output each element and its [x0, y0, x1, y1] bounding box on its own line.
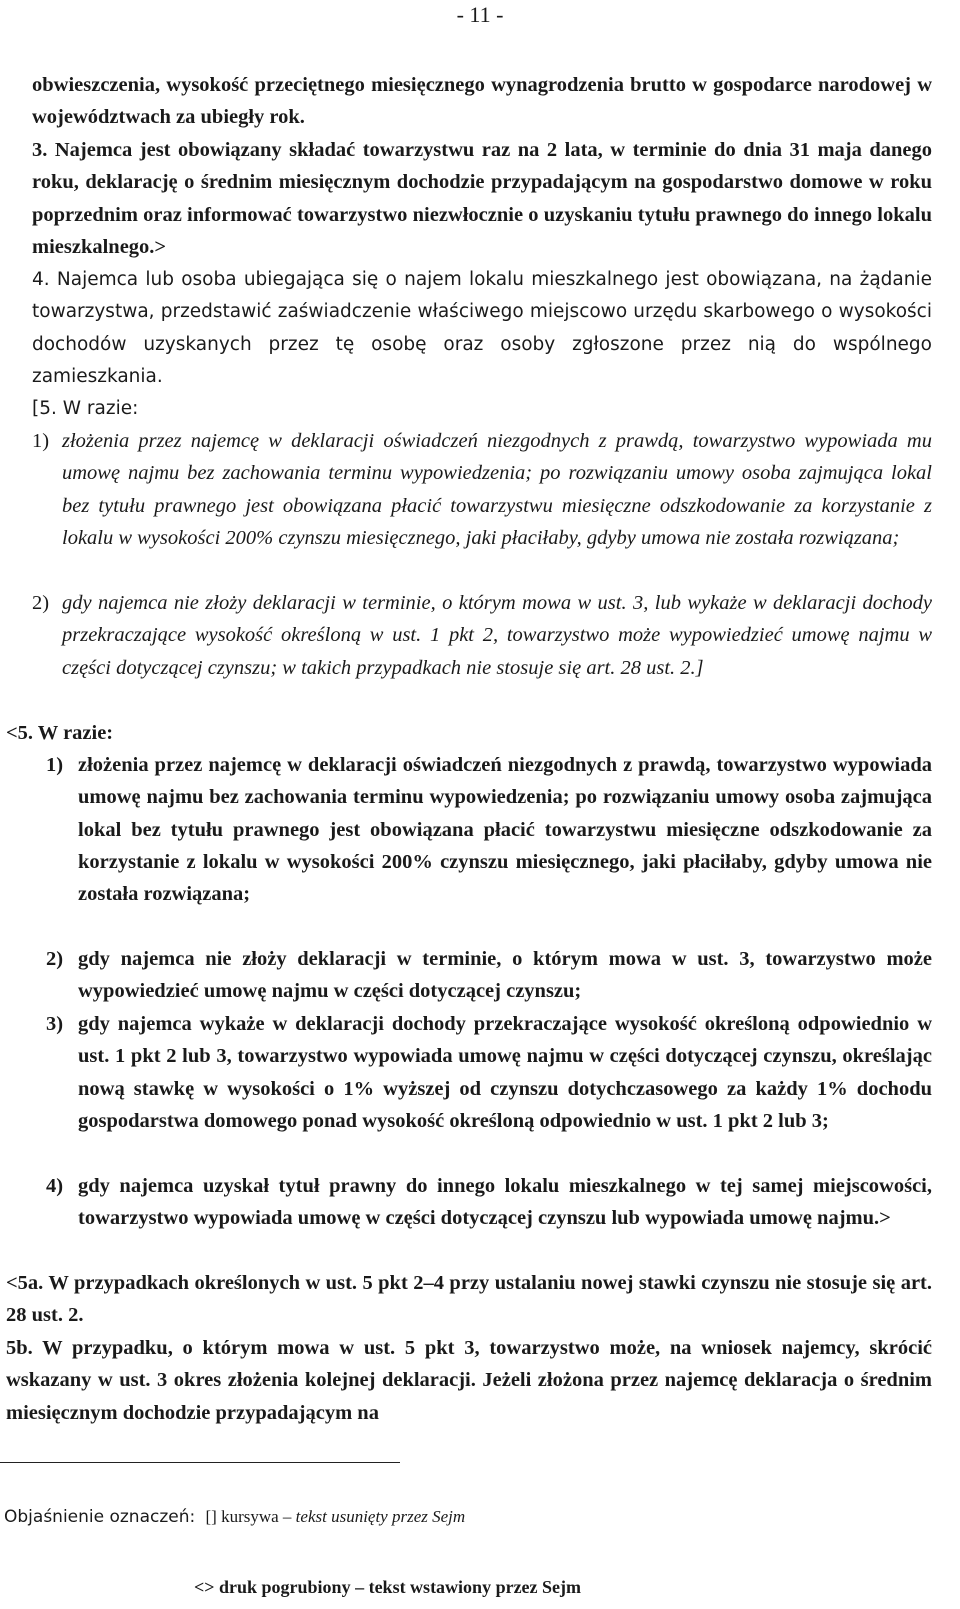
footer-kursywa: kursywa — [221, 1507, 279, 1526]
new-item-4-number: 4) — [46, 1175, 64, 1197]
old-item-1-number: 1) — [32, 430, 50, 452]
new-item-4-text: gdy najemca uzyskał tytuł prawny do innego lokalu mieszkalnego w tej samej miejscowości, towarzystwo wypowiada umowę w części dotyczącej czynszu lub wypowiada umowę najmu.> — [78, 1175, 932, 1230]
footer-legend-line-2: <> druk pogrubiony – tekst wstawiony przez Sejm — [194, 1577, 582, 1597]
new-item-3-text: gdy najemca wykaże w deklaracji dochody przekraczające wysokość określoną odpowiednio w ust. 1 pkt 2 lub 3, towarzystwo wypowiada umowę najmu w części dotyczącej czynszu, określając nową stawkę w wysokości o 1% wyższej od czynszu dotychczasowego za każdy 1% dochodu gospodarstwa domowego ponad wysokość określoną odpowiednio w ust. 1 pkt 2 lub 3; — [78, 1013, 932, 1132]
new-item-2-number: 2) — [46, 948, 64, 970]
old-item-1-text: złożenia przez najemcę w deklaracji oświadczeń niezgodnych z prawdą, towarzystwo wypowiada mu umowę najmu bez zachowania terminu wypowiedzenia; po rozwiązaniu umowy osoba zajmująca lokal bez tytułu prawnego jest obowiązana płacić towarzystwu miesięczne odszkodowanie za korzystanie z lokalu w wysokości 200% czynszu miesięcznego, jaki płaciłaby, gdyby umowa nie została rozwiązana; — [62, 430, 932, 549]
footer-legend-label: Objaśnienie oznaczeń: — [4, 1507, 196, 1527]
footer-brackets: [] — [205, 1507, 217, 1526]
old-item-2-text: gdy najemca nie złoży deklaracji w terminie, o którym mowa w ust. 3, lub wykaże w deklaracji dochody przekraczające wysokość określoną w ust. 1 pkt 2, towarzystwo może wypowiedzieć umowę najmu w części dotyczącej czynszu; w takich przypadkach nie stosuje się art. 28 ust. 2.] — [62, 592, 932, 679]
footer-dash: – — [282, 1507, 292, 1526]
paragraph-5a-text: <5a. W przypadkach określonych w ust. 5 pkt 2–4 przy ustalaniu nowej stawki czynszu nie stosuje się art. 28 ust. 2. — [6, 1272, 932, 1327]
new-item-1-number: 1) — [46, 754, 64, 776]
paragraph-5a — [6, 1267, 932, 1332]
paragraph-4: 4. Najemca lub osoba ubiegająca się o najem lokalu mieszkalnego jest obowiązana, na żądanie towarzystwa, przedstawić zaświadczenie właściwego miejscowo urzędu skarbowego o wysokości dochodów uzyskanych przez tę osobę oraz osoby zgłoszone przez nią do wspólnego zamieszkania. — [32, 269, 932, 388]
new-paragraph-5-heading: <5. W razie: — [6, 722, 114, 744]
paragraph-continuation: obwieszczenia, wysokość przeciętnego miesięcznego wynagrodzenia brutto w gospodarce narodowej w województwach za ubiegły rok. — [32, 74, 932, 129]
page-number: - 11 - — [456, 2, 504, 27]
old-item-2-number: 2) — [32, 592, 50, 614]
old-paragraph-5-heading: [5. W razie: — [32, 398, 139, 419]
new-item-1-text: złożenia przez najemcę w deklaracji oświadczeń niezgodnych z prawdą, towarzystwo wypowiada umowę najmu bez zachowania terminu wypowiedzenia; po rozwiązaniu umowy osoba zajmująca lokal bez tytułu prawnego jest obowiązana płacić towarzystwu miesięczne odszkodowanie za korzystanie z lokalu w wysokości 200% czynszu miesięcznego, jaki płaciłaby, gdyby umowa nie została rozwiązana; — [78, 754, 932, 906]
new-item-2-text: gdy najemca nie złoży deklaracji w terminie, o którym mowa w ust. 3, towarzystwo może wypowiedzieć umowę najmu w części dotyczącej czynszu; — [78, 948, 932, 1003]
paragraph-3: 3. Najemca jest obowiązany składać towarzystwu raz na 2 lata, w terminie do dnia 31 maja danego roku, deklarację o średnim miesięcznym dochodzie przypadającym na gospodarstwo domowe w roku poprzednim oraz informować towarzystwo niezwłocznie o uzyskaniu tytułu prawnego do innego lokalu mieszkalnego.> — [32, 139, 932, 258]
paragraph-5b: 5b. W przypadku, o którym mowa w ust. 5 pkt 3, towarzystwo może, na wniosek najemcy, skrócić wskazany w ust. 3 okres złożenia kolejnej deklaracji. Jeżeli złożona przez najemcę deklaracja o średnim miesięcznym dochodzie przypadającym na — [6, 1337, 932, 1424]
new-item-3-number: 3) — [46, 1013, 64, 1035]
footer-divider — [0, 1462, 400, 1463]
footer-removed-desc: tekst usunięty przez Sejm — [295, 1507, 466, 1526]
footer-legend-line-1 — [4, 1507, 465, 1527]
